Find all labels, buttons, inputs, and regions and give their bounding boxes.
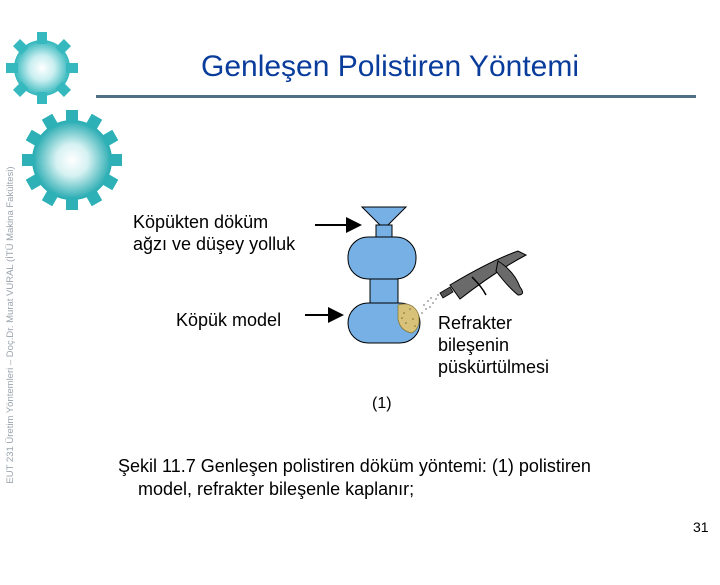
label-spray-line1: Refrakter	[438, 313, 513, 333]
label-sprue-line1: Köpükten döküm	[133, 212, 269, 232]
pouring-cup	[362, 207, 406, 225]
caption-line2: model, refrakter bileşenle kaplanır;	[138, 479, 415, 499]
title-divider	[96, 95, 696, 98]
slide-title: Genleşen Polistiren Yöntemi	[201, 50, 579, 83]
sprue	[376, 225, 392, 237]
gear-decoration	[0, 0, 130, 230]
label-spray-line3: püskürtülmesi	[438, 357, 550, 377]
vertical-footer-text: EUT 231 Üretim Yöntemleri – Doç.Dr. Murat VURAL (İTÜ Makina Fakültesi)	[5, 166, 16, 484]
model-neck	[370, 279, 398, 303]
label-sprue-line2: ağzı ve düşey yolluk	[133, 234, 296, 254]
page-number: 31	[693, 519, 709, 535]
label-spray-line2: bileşenin	[438, 335, 510, 355]
spray-mist	[421, 294, 439, 314]
gear-icon	[22, 110, 122, 210]
label-sprue	[133, 211, 295, 255]
figure-caption	[118, 455, 678, 501]
spray-gun-icon	[440, 251, 526, 299]
label-foam-model: Köpük model	[176, 310, 282, 330]
upper-runner	[348, 237, 416, 279]
step-number: (1)	[372, 395, 392, 412]
process-figure	[300, 195, 540, 355]
caption-line1: Şekil 11.7 Genleşen polistiren döküm yöntemi: (1) polistiren	[118, 456, 591, 476]
